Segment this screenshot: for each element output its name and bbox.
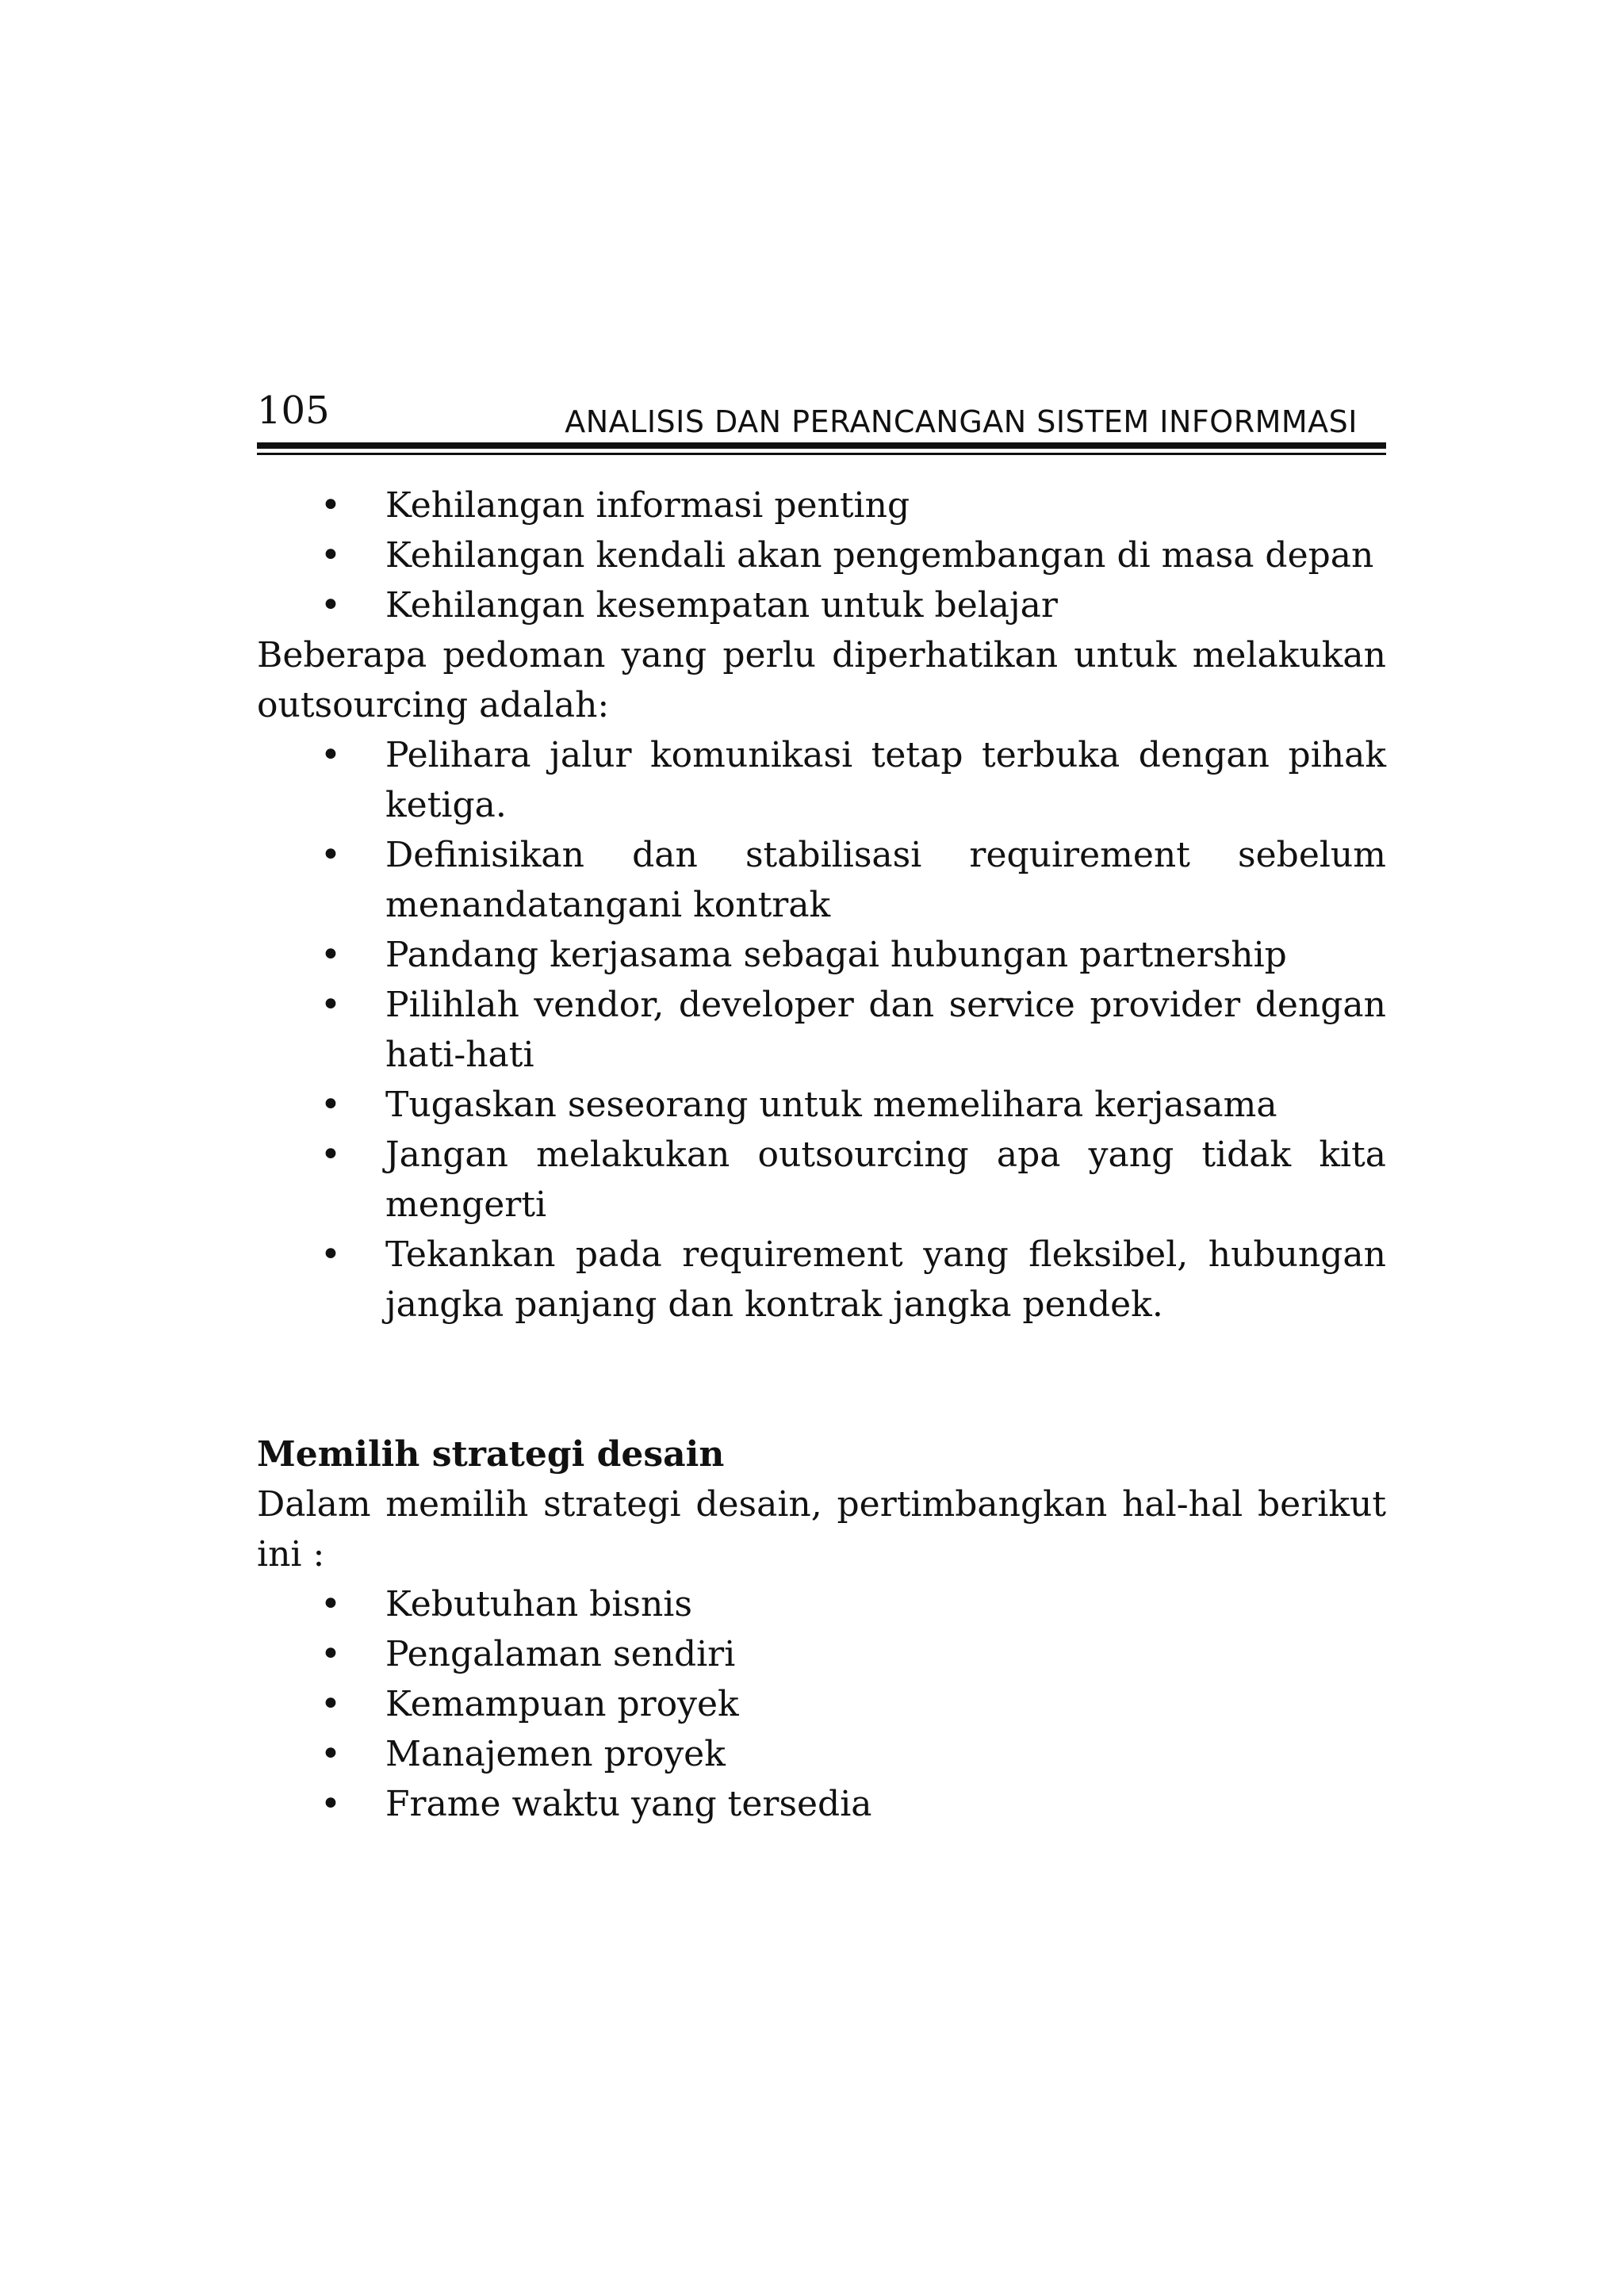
list-item: • Pilihlah vendor, developer dan service provider dengan hati-hati xyxy=(385,980,1386,1080)
list-item: • Tekankan pada requirement yang fleksibel, hubungan jangka panjang dan kontrak jangka pendek. xyxy=(385,1230,1386,1330)
section-heading: Memilih strategi desain xyxy=(257,1434,725,1475)
list-item: • Kemampuan proyek xyxy=(385,1679,1386,1729)
list-item: • Frame waktu yang tersedia xyxy=(385,1779,1386,1829)
list-item: • Pandang kerjasama sebagai hubungan partnership xyxy=(385,930,1386,980)
book-page xyxy=(257,373,1386,1829)
risk-list xyxy=(257,480,1386,630)
header-rule-thick xyxy=(257,442,1386,449)
running-title: ANALISIS DAN PERANCANGAN SISTEM INFORMMASI xyxy=(565,404,1358,439)
guidelines-list xyxy=(257,730,1386,1330)
list-item: • Pelihara jalur komunikasi tetap terbuka dengan pihak ketiga. xyxy=(385,730,1386,830)
list-item: • Pengalaman sendiri xyxy=(385,1629,1386,1679)
list-item: • Kehilangan informasi penting xyxy=(385,480,1386,530)
list-item: • Kebutuhan bisnis xyxy=(385,1579,1386,1629)
design-factors-list xyxy=(257,1579,1386,1829)
list-item: • Tugaskan seseorang untuk memelihara kerjasama xyxy=(385,1080,1386,1130)
section-intro: Dalam memilih strategi desain, pertimbangkan hal-hal berikut ini : xyxy=(257,1484,1386,1575)
list-item: • Jangan melakukan outsourcing apa yang tidak kita mengerti xyxy=(385,1130,1386,1230)
list-item: • Kehilangan kesempatan untuk belajar xyxy=(385,580,1386,630)
list-item: • Definisikan dan stabilisasi requirement sebelum menandatangani kontrak xyxy=(385,830,1386,930)
guidelines-intro: Beberapa pedoman yang perlu diperhatikan untuk melakukan outsourcing adalah: xyxy=(257,635,1386,725)
page-number: 105 xyxy=(257,388,330,433)
list-item: • Kehilangan kendali akan pengembangan di masa depan xyxy=(385,530,1386,580)
section-spacer xyxy=(257,1330,1386,1429)
page-header xyxy=(257,373,1386,449)
header-rule-thin xyxy=(257,453,1386,455)
list-item: • Manajemen proyek xyxy=(385,1729,1386,1779)
page-content xyxy=(257,480,1386,1829)
